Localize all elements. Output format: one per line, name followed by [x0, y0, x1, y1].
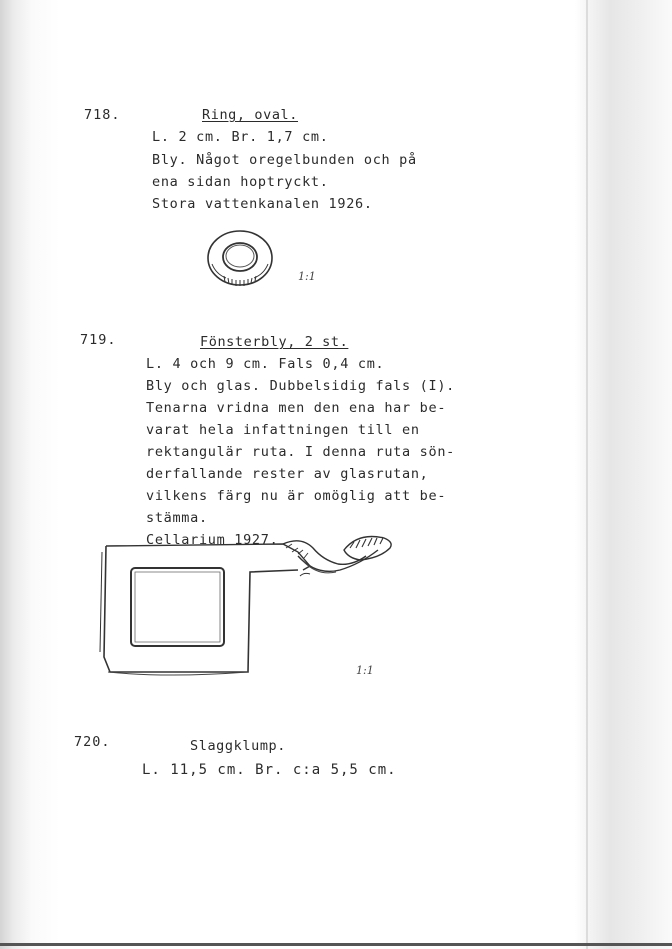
entry-line: stämma.: [146, 510, 208, 526]
entry-line: L. 11,5 cm. Br. c:a 5,5 cm.: [142, 762, 397, 778]
entry-line: rektangulär ruta. I denna ruta sön-: [146, 444, 455, 460]
entry-title: Ring, oval.: [202, 107, 299, 123]
scale-label: 1:1: [356, 664, 374, 677]
entry-line: Bly och glas. Dubbelsidig fals (I).: [146, 378, 455, 394]
window-lead-drawing: [98, 532, 398, 682]
scan-bottom-edge: [0, 943, 672, 946]
entry-title: Fönsterbly, 2 st.: [200, 334, 349, 350]
entry-line: L. 4 och 9 cm. Fals 0,4 cm.: [146, 356, 385, 372]
entry-line: ena sidan hoptryckt.: [152, 174, 329, 190]
entry-line: Stora vattenkanalen 1926.: [152, 196, 373, 212]
entry-line: vilkens färg nu är omöglig att be-: [146, 488, 447, 504]
entry-line: Tenarna vridna men den ena har be-: [146, 400, 447, 416]
entry-number: 719.: [80, 332, 117, 348]
entry-title: Slaggklump.: [190, 738, 287, 754]
entry-line: varat hela infattningen till en: [146, 422, 420, 438]
oval-ring-drawing: [204, 228, 276, 290]
entry-line: Cellarium 1927.: [146, 532, 279, 548]
entry-number: 720.: [74, 734, 111, 750]
entry-line: derfallande rester av glasrutan,: [146, 466, 429, 482]
entry-line: L. 2 cm. Br. 1,7 cm.: [152, 129, 329, 145]
entry-number: 718.: [84, 107, 121, 123]
page-edge-shadow: [586, 0, 588, 949]
scale-label: 1:1: [298, 270, 316, 283]
entry-line: Bly. Något oregelbunden och på: [152, 152, 417, 168]
